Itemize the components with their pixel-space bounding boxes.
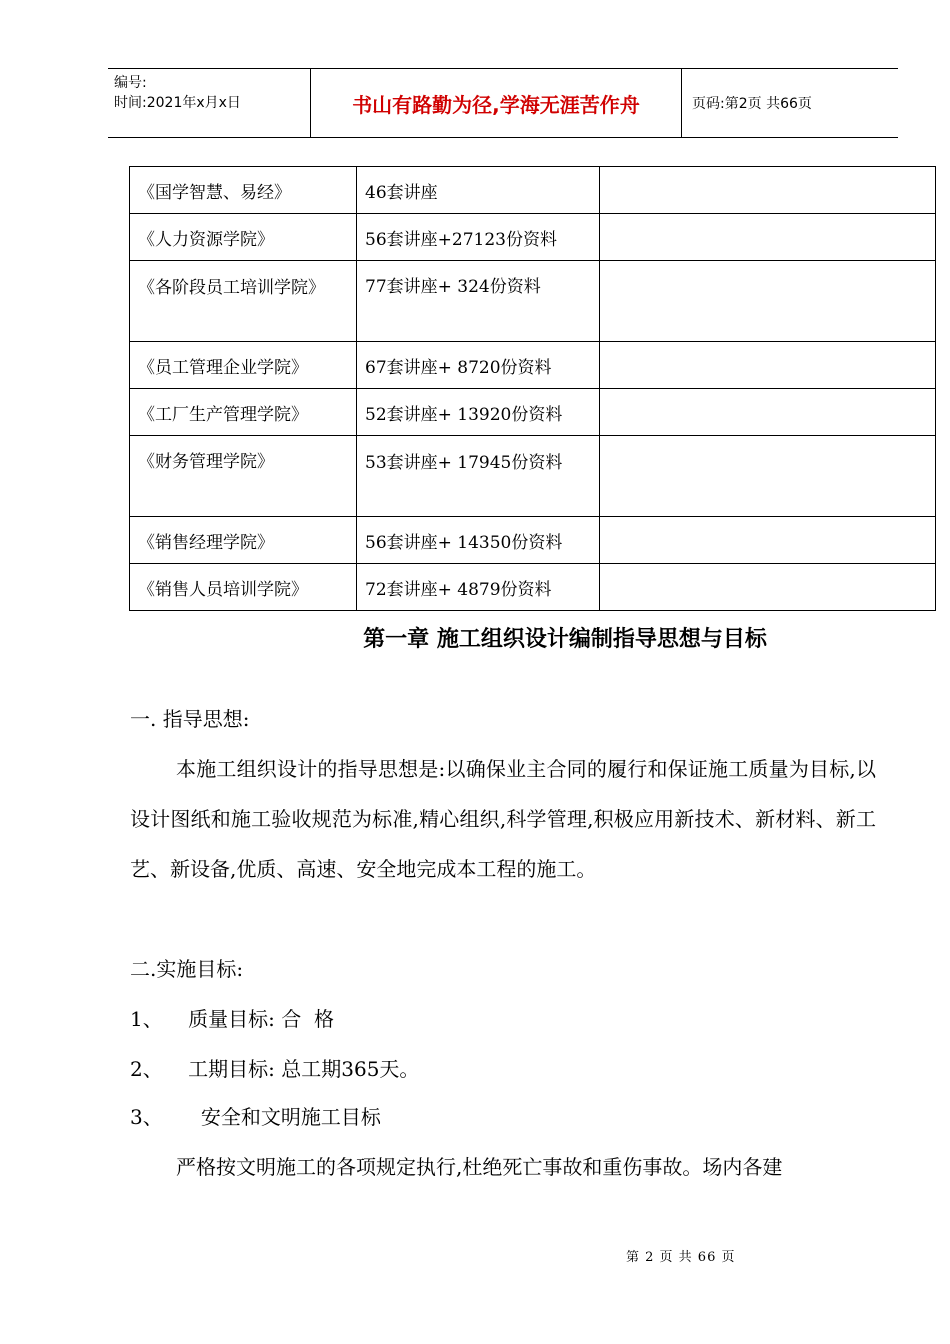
table-row xyxy=(130,436,936,517)
course-name: 《工厂生产管理学院》 xyxy=(130,389,357,436)
code-label: 编号: xyxy=(114,75,147,91)
course-content: 56套讲座+27123份资料 xyxy=(357,214,600,261)
target-item-quality: 1、 质量目标: 合 格 xyxy=(130,1007,334,1031)
header-meta xyxy=(108,69,310,137)
course-note xyxy=(600,436,936,517)
chapter-title: 第一章 施工组织设计编制指导思想与目标 xyxy=(363,627,767,652)
course-name: 《各阶段员工培训学院》 xyxy=(130,261,357,342)
course-name: 《人力资源学院》 xyxy=(130,214,357,261)
guiding-paragraph: 本施工组织设计的指导思想是:以确保业主合同的履行和保证施工质量为目标,以设计图纸和施工验收规范为标准,精心组织,科学管理,积极应用新技术、新材料、新工艺、新设备,优质、高速、安全地完成本工程的施工。 xyxy=(130,757,876,881)
course-note xyxy=(600,389,936,436)
course-content: 46套讲座 xyxy=(357,167,600,214)
safety-paragraph: 严格按文明施工的各项规定执行,杜绝死亡事故和重伤事故。场内各建 xyxy=(176,1155,783,1179)
course-name: 《销售人员培训学院》 xyxy=(130,564,357,611)
resource-table xyxy=(129,166,936,611)
course-content: 77套讲座+ 324份资料 xyxy=(357,261,600,342)
course-content: 56套讲座+ 14350份资料 xyxy=(357,517,600,564)
course-note xyxy=(600,564,936,611)
course-content: 67套讲座+ 8720份资料 xyxy=(357,342,600,389)
course-note xyxy=(600,214,936,261)
course-name: 《国学智慧、易经》 xyxy=(130,167,357,214)
table-row xyxy=(130,261,936,342)
table-row xyxy=(130,389,936,436)
header-motto: 书山有路勤为径,学海无涯苦作舟 xyxy=(310,69,682,137)
section-heading: 一. 指导思想: xyxy=(130,707,250,731)
table-row xyxy=(130,517,936,564)
time-label: 时间:2021年x月x日 xyxy=(114,95,241,111)
course-name: 《员工管理企业学院》 xyxy=(130,342,357,389)
table-row xyxy=(130,214,936,261)
course-content: 52套讲座+ 13920份资料 xyxy=(357,389,600,436)
course-note xyxy=(600,517,936,564)
table-row xyxy=(130,342,936,389)
target-item-schedule: 2、 工期目标: 总工期365天。 xyxy=(130,1057,420,1081)
page-footer: 第 2 页 共 66 页 xyxy=(626,1250,736,1265)
course-note xyxy=(600,261,936,342)
table-row xyxy=(130,564,936,611)
table-row xyxy=(130,167,936,214)
course-note xyxy=(600,342,936,389)
section-heading: 二.实施目标: xyxy=(130,957,244,981)
course-content: 72套讲座+ 4879份资料 xyxy=(357,564,600,611)
header-page-info: 页码:第2页 共66页 xyxy=(692,96,812,112)
course-content: 53套讲座+ 17945份资料 xyxy=(357,436,600,517)
page-header xyxy=(108,68,898,138)
course-name: 《销售经理学院》 xyxy=(130,517,357,564)
target-item-safety: 3、 安全和文明施工目标 xyxy=(130,1105,381,1129)
course-name: 《财务管理学院》 xyxy=(130,436,357,517)
course-note xyxy=(600,167,936,214)
